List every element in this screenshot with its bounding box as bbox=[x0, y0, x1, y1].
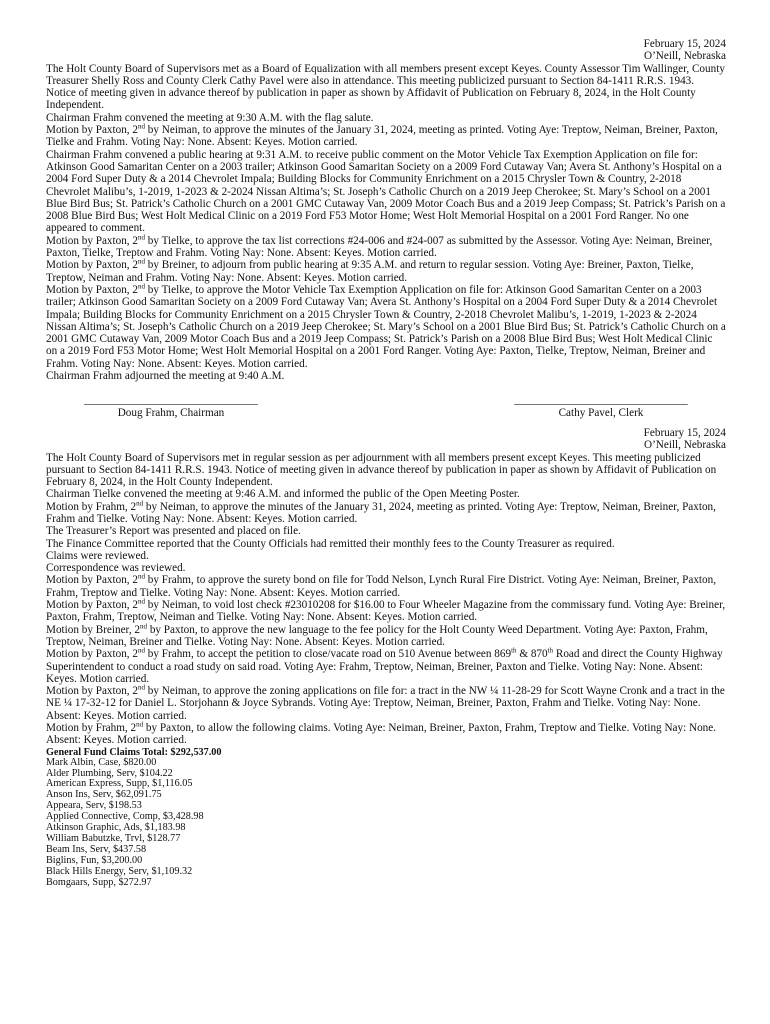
signature-line: _______________________________ bbox=[514, 394, 688, 407]
paragraph: Motion by Breiner, 2nd by Paxton, to approve the new language to the fee policy for the Holt County Weed Department. Voting Aye: Paxton, Frahm, Treptow, Neiman, Breiner and Tielke. Voting Nay: None. Absent: Keyes. Motion carried. bbox=[46, 621, 708, 648]
signature-clerk bbox=[486, 394, 716, 419]
claim-item: William Babutzke, Trvl, $128.77 bbox=[46, 832, 181, 844]
paragraph: Motion by Paxton, 2nd by Frahm, to approve the surety bond on file for Todd Nelson, Lynch Rural Fire District. Voting Aye: Neiman, Breiner, Paxton, Frahm, Treptow and Tielke. Voting Nay: None. Absent: Keyes. Motion carried. bbox=[46, 572, 717, 599]
claim-item: Beam Ins, Serv, $437.58 bbox=[46, 843, 147, 855]
claim-item: Applied Connective, Comp, $3,428.98 bbox=[46, 811, 204, 823]
paragraph: Motion by Paxton, 2nd by Neiman, to approve the minutes of the January 31, 2024, meeting as printed. Voting Aye: Treptow, Neiman, Breiner, Paxton, Tielke and Frahm. Voting Nay: None. Absent: Keyes. Motion carried. bbox=[46, 122, 718, 149]
claim-item: American Express, Supp, $1,116.05 bbox=[46, 778, 193, 790]
signature-line: _______________________________ bbox=[84, 394, 258, 407]
paragraph: Chairman Frahm adjourned the meeting at 9:40 A.M. bbox=[46, 370, 285, 383]
paragraph: Correspondence was reviewed. bbox=[46, 562, 186, 575]
meeting-date: February 15, 2024 bbox=[643, 38, 726, 50]
paragraph: Motion by Paxton, 2nd by Neiman, to approve the zoning applications on file for: a tract in the NW ¼ 11-28-29 for Scott Wayne Cronk and a tract in the NE ¼ 17-32-12 for Daniel L. Storjohann & Joyce Sybrands. Voting Aye: Treptow, Neiman, Breiner, Paxton, Frahm and Tielke. Voting Nay: None. Absent: Keyes. Motion carried. bbox=[46, 683, 725, 722]
claim-item: Biglins, Fun, $3,200.00 bbox=[46, 854, 143, 866]
meeting-1 bbox=[46, 38, 726, 419]
paragraph: Claims were reviewed. bbox=[46, 549, 149, 562]
paragraph: The Finance Committee reported that the County Officials had remitted their monthly fees to the County Treasurer as required. bbox=[46, 537, 615, 550]
paragraph: Chairman Frahm convened the meeting at 9:30 A.M. with the flag salute. bbox=[46, 111, 374, 124]
paragraph: Motion by Paxton, 2nd by Frahm, to accept the petition to close/vacate road on 510 Avenue between 869th & 870th Road and direct the County Highway Superintendent to conduct a road study on said road. Voting Aye: Frahm, Treptow, Neiman, Breiner, Paxton and Tielke. Voting Nay: None. Absent: Keyes. Motion carried. bbox=[46, 646, 723, 685]
paragraph: Motion by Frahm, 2nd by Neiman, to approve the minutes of the January 31, 2024, meeting as printed. Voting Aye: Treptow, Neiman, Breiner, Paxton, Frahm and Tielke. Voting Nay: None. Absent: Keyes. Motion carried. bbox=[46, 498, 716, 525]
meeting-1-body bbox=[46, 63, 726, 383]
meeting-location: O’Neill, Nebraska bbox=[643, 50, 726, 63]
signature-chairman bbox=[56, 394, 286, 419]
paragraph: Motion by Paxton, 2nd by Tielke, to approve the Motor Vehicle Tax Exemption Application on file for: Atkinson Good Samaritan Center on a 2003 trailer; Atkinson Good Samaritan Society on a 2009 Ford Cutaway Van; Avera St. Anthony’s Hospital on a 2004 Ford Super Duty & a 2014 Chevrolet Impala; Building Blocks for Community Enrichment on a 2015 Chrysler Town & Country, 2-2018 Chevrolet Malibu’s, 1-2019, 1-2023 & 2-2024 Nissan Altima’s; St. Joseph’s Catholic Church on a 2019 Jeep Cherokee; St. Mary’s School on a 2001 Blue Bird Bus; St. Patrick’s Catholic Church on a 2001 GMC Cutaway Van, 2009 Motor Coach Bus and a 2019 Jeep Compass; St. Patrick’s Parish on a 2008 Blue Bird Bus; West Holt Medical Clinic on a 2019 Ford F53 Motor Home; West Holt Memorial Hospital on a 2001 Ford Ranger. Voting Aye: Paxton, Tielke, Treptow, Neiman, Breiner and Frahm. Voting Nay: None. Absent: Keyes. Motion carried. bbox=[46, 282, 726, 370]
claim-item: Bomgaars, Supp, $272.97 bbox=[46, 876, 152, 888]
signature-block bbox=[46, 394, 726, 419]
claims-title: General Fund Claims Total: $292,537.00 bbox=[46, 746, 222, 758]
paragraph: Motion by Frahm, 2nd by Paxton, to allow the following claims. Voting Aye: Neiman, Breiner, Paxton, Frahm, Treptow and Tielke. Voting Nay: None. Absent: Keyes. Motion carried. bbox=[46, 720, 717, 747]
claim-item: Alder Plumbing, Serv, $104.22 bbox=[46, 767, 173, 779]
claim-item: Atkinson Graphic, Ads, $1,183.98 bbox=[46, 822, 186, 834]
claim-item: Appeara, Serv, $198.53 bbox=[46, 800, 142, 812]
claim-item: Black Hills Energy, Serv, $1,109.32 bbox=[46, 865, 193, 877]
claim-item: Mark Albin, Case, $820.00 bbox=[46, 756, 157, 768]
paragraph: Chairman Tielke convened the meeting at 9:46 A.M. and informed the public of the Open Meeting Poster. bbox=[46, 488, 520, 501]
claims-list bbox=[46, 747, 726, 889]
paragraph: Motion by Paxton, 2nd by Neiman, to void lost check #23010208 for $16.00 to Four Wheeler Magazine from the commissary fund. Voting Aye: Breiner, Paxton, Frahm, Treptow, Neiman and Tielke. Voting Nay: None. Absent: Keyes. Motion carried. bbox=[46, 597, 726, 624]
paragraph: The Treasurer’s Report was presented and placed on file. bbox=[46, 525, 301, 538]
signature-name: Cathy Pavel, Clerk bbox=[558, 406, 644, 419]
paragraph: The Holt County Board of Supervisors met in regular session as per adjournment with all members present except Keyes. This meeting publicized pursuant to Section 84-1411 R.R.S. 1943. Notice of meeting given in advance thereof by publication in paper as shown by Affidavit of Publication on February 8, 2024, in the Holt County Independent. bbox=[46, 451, 717, 489]
signature-name: Doug Frahm, Chairman bbox=[117, 406, 225, 419]
paragraph: Motion by Paxton, 2nd by Breiner, to adjourn from public hearing at 9:35 A.M. and return to regular session. Voting Aye: Breiner, Paxton, Tielke, Treptow, Neiman and Frahm. Voting Nay: None. Absent: Keyes. Motion carried. bbox=[46, 257, 694, 284]
paragraph: Motion by Paxton, 2nd by Tielke, to approve the tax list corrections #24-006 and #24-007 as submitted by the Assessor. Voting Aye: Neiman, Breiner, Paxton, Tielke, Treptow and Frahm. Voting Nay: None. Absent: Keyes. Motion carried. bbox=[46, 233, 713, 260]
paragraph: The Holt County Board of Supervisors met as a Board of Equalization with all members present except Keyes. County Assessor Tim Wallinger, County Treasurer Shelly Ross and County Clerk Cathy Pavel were also in attendance. This meeting publicized pursuant to Section 84-1411 R.R.S. 1943. Notice of meeting given in advance thereof by publication in paper as shown by Affidavit of Publication on February 8, 2024, in the Holt County Independent. bbox=[46, 62, 725, 112]
paragraph: Chairman Frahm convened a public hearing at 9:31 A.M. to receive public comment on the Motor Vehicle Tax Exemption Application on file for: Atkinson Good Samaritan Center on a 2003 trailer; Atkinson Good Samaritan Society on a 2009 Ford Cutaway Van; Avera St. Anthony’s Hospital on a 2004 Ford Super Duty & a 2014 Chevrolet Impala; Building Blocks for Community Enrichment on a 2015 Chrysler Town & Country, 2-2018 Chevrolet Malibu’s, 1-2019, 1-2023 & 2-2024 Nissan Altima’s; St. Joseph’s Catholic Church on a 2019 Jeep Cherokee; St. Mary’s School on a 2001 Blue Bird Bus; St. Patrick’s Catholic Church on a 2001 GMC Cutaway Van, 2009 Motor Coach Bus and a 2019 Jeep Compass; St. Patrick’s Parish on a 2008 Blue Bird Bus; West Holt Medical Clinic on a 2019 Ford F53 Motor Home; West Holt Memorial Hospital on a 2001 Ford Ranger. No one appeared to comment. bbox=[46, 148, 726, 235]
meeting-location: O’Neill, Nebraska bbox=[643, 439, 726, 452]
meeting-2-body bbox=[46, 452, 726, 747]
claim-item: Anson Ins, Serv, $62,091.75 bbox=[46, 789, 162, 801]
meeting-date: February 15, 2024 bbox=[643, 426, 726, 439]
meeting-2 bbox=[46, 427, 726, 889]
